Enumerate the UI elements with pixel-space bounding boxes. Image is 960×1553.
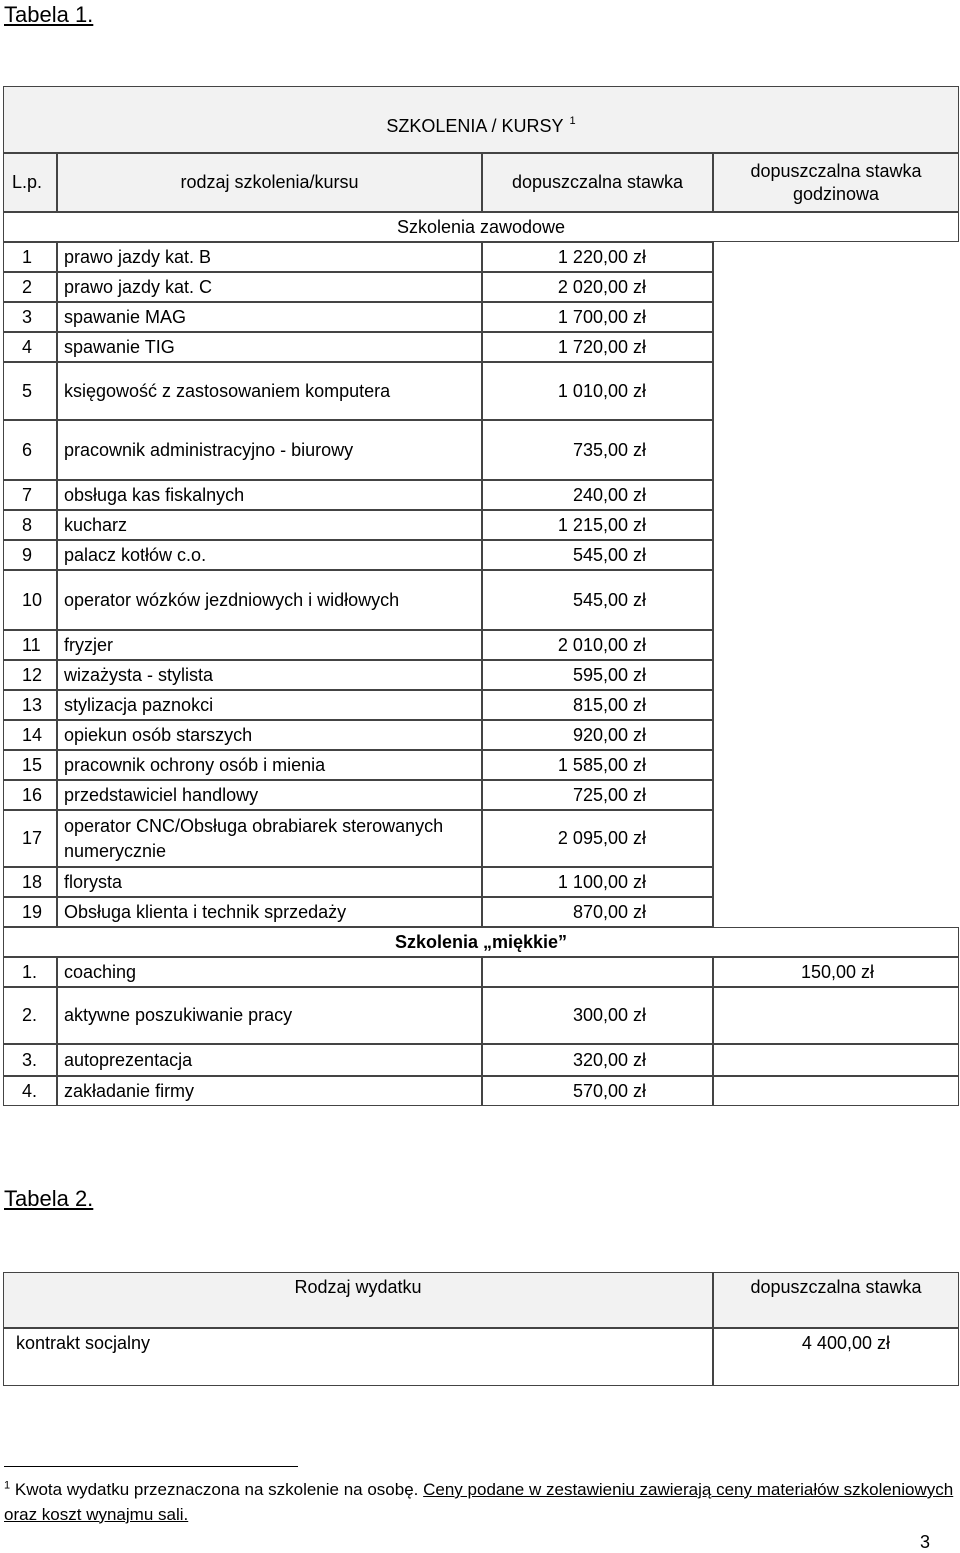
row-hourly [713,1044,959,1076]
row-rate: 815,00 zł [482,690,713,720]
row-hourly [713,987,959,1044]
row-rate: 725,00 zł [482,780,713,810]
row-lp: 14 [3,720,57,750]
hourly-column-empty [713,242,959,927]
row-lp: 19 [3,897,57,927]
section-vocational: Szkolenia zawodowe [3,212,959,242]
footnote-marker: 1 [4,1479,11,1492]
row-lp: 17 [3,810,57,867]
footnote-ref: 1 [569,114,576,127]
page-number: 3 [919,1532,930,1552]
row-name: wizażysta - stylista [57,660,482,690]
row-rate: 1 100,00 zł [482,867,713,897]
row-rate: 735,00 zł [482,420,713,480]
row-lp: 2. [3,987,57,1044]
table1-title: Tabela 1. [4,2,94,27]
row-hourly: 150,00 zł [713,957,959,987]
row-lp: 10 [3,570,57,630]
row-name: coaching [57,957,482,987]
col-header-type: rodzaj szkolenia/kursu [57,153,482,212]
table1-heading [3,86,959,153]
row-lp: 2 [3,272,57,302]
row-name: zakładanie firmy [57,1076,482,1106]
col-header-hourly: dopuszczalna stawka godzinowa [713,153,959,212]
row-rate: 545,00 zł [482,540,713,570]
footnote [4,1478,954,1527]
row-rate: 870,00 zł [482,897,713,927]
table1-heading-text: SZKOLENIA / KURSY [386,116,564,136]
row-rate: 920,00 zł [482,720,713,750]
row-name: aktywne poszukiwanie pracy [57,987,482,1044]
row-name: przedstawiciel handlowy [57,780,482,810]
row-name: Obsługa klienta i technik sprzedaży [57,897,482,927]
row-rate: 320,00 zł [482,1044,713,1076]
row-lp: 3 [3,302,57,332]
row-lp: 4 [3,332,57,362]
row-rate: 570,00 zł [482,1076,713,1106]
row-hourly [713,1076,959,1106]
row-name: kontrakt socjalny [3,1328,713,1386]
t2-col-header-rate: dopuszczalna stawka [713,1272,959,1328]
row-name: palacz kotłów c.o. [57,540,482,570]
col-header-rate: dopuszczalna stawka [482,153,713,212]
table2-title: Tabela 2. [4,1186,94,1211]
row-rate: 1 585,00 zł [482,750,713,780]
row-name: spawanie TIG [57,332,482,362]
row-rate: 1 700,00 zł [482,302,713,332]
row-lp: 7 [3,480,57,510]
row-rate: 2 095,00 zł [482,810,713,867]
footnote-underlined-text: Ceny podane w zestawieniu zawierają ceny materiałów szkoleniowych oraz koszt wynajmu sali. [4,1480,954,1524]
row-name: pracownik ochrony osób i mienia [57,750,482,780]
footnote-separator [4,1466,298,1467]
row-name: stylizacja paznokci [57,690,482,720]
row-rate: 545,00 zł [482,570,713,630]
row-lp: 18 [3,867,57,897]
row-name: prawo jazdy kat. B [57,242,482,272]
row-lp: 12 [3,660,57,690]
row-lp: 9 [3,540,57,570]
row-lp: 3. [3,1044,57,1076]
row-rate: 595,00 zł [482,660,713,690]
row-lp: 13 [3,690,57,720]
row-lp: 6 [3,420,57,480]
row-name: florysta [57,867,482,897]
row-name: prawo jazdy kat. C [57,272,482,302]
row-name: pracownik administracyjno - biurowy [57,420,482,480]
row-rate: 240,00 zł [482,480,713,510]
row-rate: 1 720,00 zł [482,332,713,362]
row-name: fryzjer [57,630,482,660]
row-rate: 2 020,00 zł [482,272,713,302]
section-soft: Szkolenia „miękkie” [3,927,959,957]
row-lp: 11 [3,630,57,660]
row-lp: 4. [3,1076,57,1106]
row-rate: 1 215,00 zł [482,510,713,540]
row-name: obsługa kas fiskalnych [57,480,482,510]
t2-col-header-type: Rodzaj wydatku [3,1272,713,1328]
row-lp: 5 [3,362,57,420]
row-name: operator CNC/Obsługa obrabiarek sterowanych numerycznie [57,810,482,867]
row-name: autoprezentacja [57,1044,482,1076]
row-name: opiekun osób starszych [57,720,482,750]
row-lp: 8 [3,510,57,540]
footnote-text: Kwota wydatku przeznaczona na szkolenie na osobę. [14,1480,419,1499]
row-name: kucharz [57,510,482,540]
col-header-lp: L.p. [3,153,57,212]
row-lp: 1. [3,957,57,987]
row-name: operator wózków jezdniowych i widłowych [57,570,482,630]
row-name: spawanie MAG [57,302,482,332]
row-rate: 4 400,00 zł [713,1328,959,1386]
row-rate: 1 010,00 zł [482,362,713,420]
row-rate: 2 010,00 zł [482,630,713,660]
row-lp: 1 [3,242,57,272]
row-name: księgowość z zastosowaniem komputera [57,362,482,420]
row-rate: 300,00 zł [482,987,713,1044]
row-lp: 15 [3,750,57,780]
row-lp: 16 [3,780,57,810]
row-rate: 1 220,00 zł [482,242,713,272]
row-rate [482,957,713,987]
